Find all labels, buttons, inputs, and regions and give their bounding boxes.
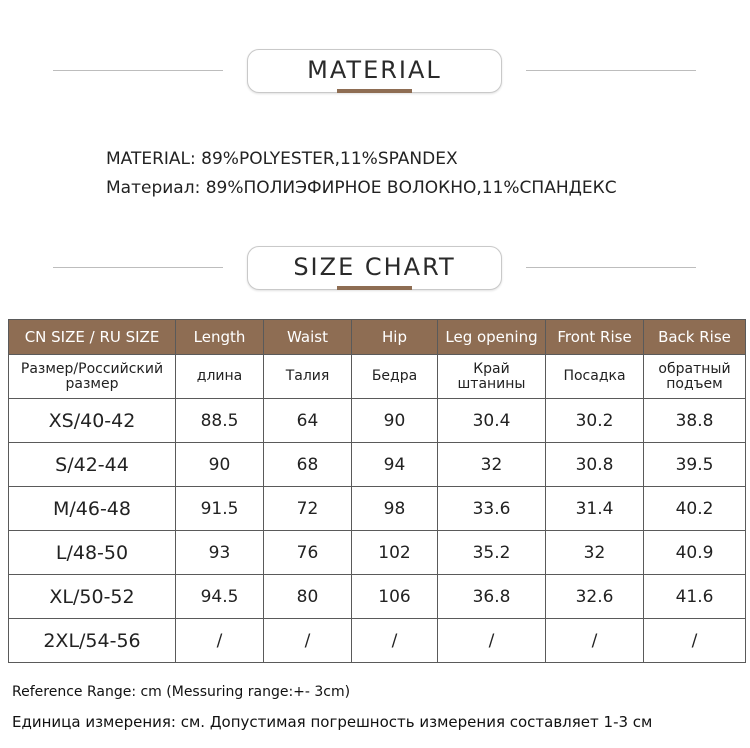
- header-back-rise: Back Rise: [644, 320, 746, 355]
- cell-back-rise: 40.2: [644, 487, 746, 531]
- cell-front-rise: 31.4: [546, 487, 644, 531]
- cell-back-rise: /: [644, 619, 746, 663]
- size-chart-heading-underline: [337, 286, 412, 290]
- cell-length: 91.5: [176, 487, 264, 531]
- table-row: [9, 619, 746, 663]
- size-chart-table: [8, 319, 746, 663]
- material-en: MATERIAL: 89%POLYESTER,11%SPANDEX: [106, 149, 458, 169]
- cell-back-rise: 39.5: [644, 443, 746, 487]
- size-chart-heading-box: [247, 246, 502, 290]
- cell-leg-opening: /: [438, 619, 546, 663]
- cell-length: 93: [176, 531, 264, 575]
- cell-front-rise: /: [546, 619, 644, 663]
- ru-header-front-rise: Посадка: [546, 355, 644, 399]
- ru-header-length: длина: [176, 355, 264, 399]
- cell-length: 90: [176, 443, 264, 487]
- cell-waist: 64: [264, 399, 352, 443]
- material-ru: Материал: 89%ПОЛИЭФИРНОЕ ВОЛОКНО,11%СПАНДЕКС: [106, 178, 617, 198]
- cell-waist: /: [264, 619, 352, 663]
- table-row: [9, 531, 746, 575]
- table-row: [9, 487, 746, 531]
- cell-waist: 76: [264, 531, 352, 575]
- cell-back-rise: 38.8: [644, 399, 746, 443]
- material-heading: MATERIAL: [307, 56, 442, 84]
- cell-size: XL/50-52: [9, 575, 176, 619]
- cell-waist: 68: [264, 443, 352, 487]
- ru-header-waist: Талия: [264, 355, 352, 399]
- cell-hip: 98: [352, 487, 438, 531]
- header-cn-size: CN SIZE / RU SIZE: [9, 320, 176, 355]
- material-heading-underline: [337, 89, 412, 93]
- cell-front-rise: 30.8: [546, 443, 644, 487]
- header-leg-opening: Leg opening: [438, 320, 546, 355]
- cell-waist: 72: [264, 487, 352, 531]
- cell-back-rise: 41.6: [644, 575, 746, 619]
- cell-hip: 90: [352, 399, 438, 443]
- header-hip: Hip: [352, 320, 438, 355]
- cell-hip: /: [352, 619, 438, 663]
- cell-leg-opening: 36.8: [438, 575, 546, 619]
- table-row: [9, 399, 746, 443]
- cell-length: 94.5: [176, 575, 264, 619]
- header-front-rise: Front Rise: [546, 320, 644, 355]
- cell-leg-opening: 30.4: [438, 399, 546, 443]
- reference-range-ru: Единица измерения: см. Допустимая погрешность измерения составляет 1-3 см: [12, 713, 653, 731]
- cell-size: S/42-44: [9, 443, 176, 487]
- cell-hip: 94: [352, 443, 438, 487]
- cell-front-rise: 32: [546, 531, 644, 575]
- size-divider-right: [526, 267, 696, 268]
- ru-header-hip: Бедра: [352, 355, 438, 399]
- cell-size: 2XL/54-56: [9, 619, 176, 663]
- cell-length: 88.5: [176, 399, 264, 443]
- table-ru-header-row: [9, 355, 746, 399]
- cell-back-rise: 40.9: [644, 531, 746, 575]
- cell-leg-opening: 32: [438, 443, 546, 487]
- size-divider-left: [53, 267, 223, 268]
- size-chart-heading: SIZE CHART: [293, 253, 456, 281]
- table-row: [9, 575, 746, 619]
- cell-size: M/46-48: [9, 487, 176, 531]
- ru-header-size: Размер/Российский размер: [9, 355, 176, 399]
- reference-range-en: Reference Range: cm (Messuring range:+- 3cm): [12, 684, 351, 700]
- cell-length: /: [176, 619, 264, 663]
- header-length: Length: [176, 320, 264, 355]
- cell-waist: 80: [264, 575, 352, 619]
- ru-header-back-rise: обратный подъем: [644, 355, 746, 399]
- cell-hip: 102: [352, 531, 438, 575]
- material-divider-left: [53, 70, 223, 71]
- ru-header-leg-opening: Край штанины: [438, 355, 546, 399]
- table-row: [9, 443, 746, 487]
- table-header-row: [9, 320, 746, 355]
- cell-hip: 106: [352, 575, 438, 619]
- cell-front-rise: 32.6: [546, 575, 644, 619]
- material-heading-box: [247, 49, 502, 93]
- cell-size: XS/40-42: [9, 399, 176, 443]
- cell-size: L/48-50: [9, 531, 176, 575]
- cell-front-rise: 30.2: [546, 399, 644, 443]
- cell-leg-opening: 33.6: [438, 487, 546, 531]
- header-waist: Waist: [264, 320, 352, 355]
- material-divider-right: [526, 70, 696, 71]
- cell-leg-opening: 35.2: [438, 531, 546, 575]
